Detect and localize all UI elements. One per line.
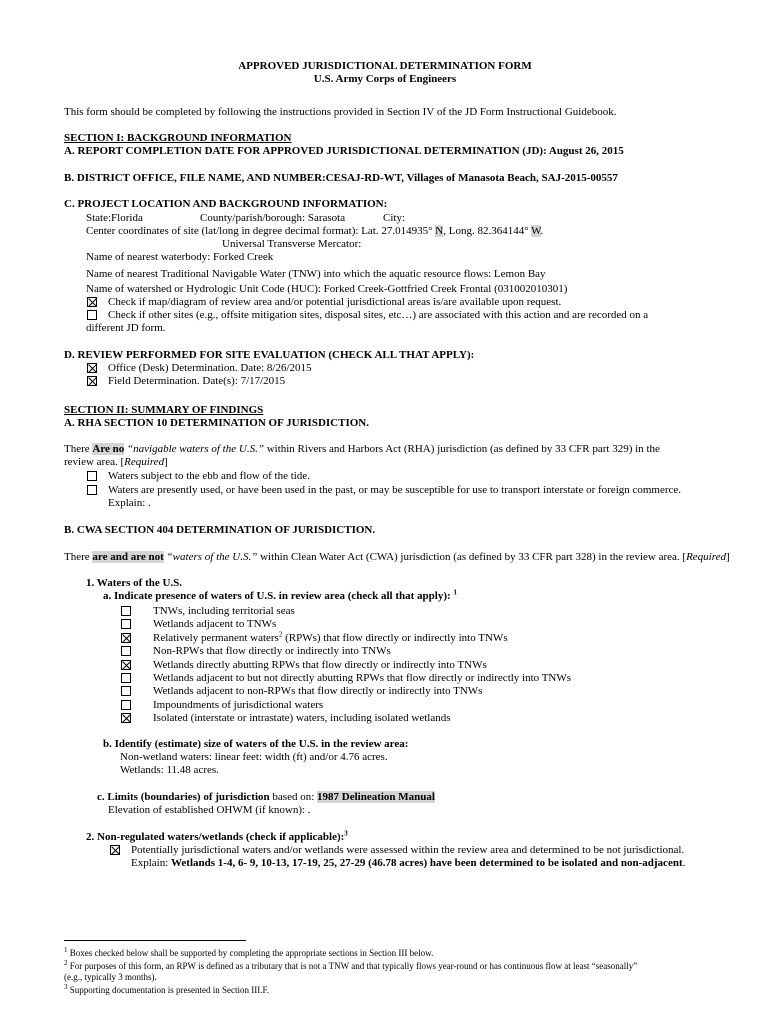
checkbox-waters-item[interactable] bbox=[121, 633, 131, 643]
long-direction: W bbox=[531, 225, 541, 237]
coords-middle: , Long. 82.364144° bbox=[443, 225, 529, 237]
footnote-2-num: 2 bbox=[64, 959, 68, 967]
section1-heading: SECTION I: BACKGROUND INFORMATION bbox=[64, 132, 292, 144]
checkbox-field-determination[interactable] bbox=[87, 376, 97, 386]
non-regulated-heading bbox=[86, 831, 348, 844]
check-map-label: Check if map/diagram of review area and/or potential jurisdictional areas is/are available upon request. bbox=[108, 296, 562, 308]
footnote-2-text: For purposes of this form, an RPW is defined as a tributary that is not a TNW and that typically flows year-round or has continuous flow at least “seasonally” bbox=[67, 961, 638, 971]
cwa-determination: are and are not bbox=[92, 551, 164, 563]
waters-item-text: Impoundments of jurisdictional waters bbox=[153, 699, 324, 711]
state-field: State:Florida bbox=[86, 212, 143, 224]
waters-item-tail: (RPWs) that flow directly or indirectly into TNWs bbox=[282, 632, 508, 644]
footnote-divider bbox=[64, 940, 246, 941]
section2-heading: SECTION II: SUMMARY OF FINDINGS bbox=[64, 404, 264, 416]
section1-d-heading: D. REVIEW PERFORMED FOR SITE EVALUATION (CHECK ALL THAT APPLY): bbox=[64, 349, 475, 361]
limits-label: c. Limits (boundaries) of jurisdiction bbox=[97, 791, 270, 803]
city-field: City: bbox=[383, 212, 406, 224]
center-coordinates bbox=[86, 225, 543, 238]
waters-item-text: Isolated (interstate or intrastate) waters, including isolated wetlands bbox=[153, 712, 451, 724]
rha-close: ] bbox=[164, 456, 168, 468]
waters-item-label bbox=[153, 712, 451, 725]
rha-statement bbox=[64, 443, 660, 456]
check-other-label: Check if other sites (e.g., offsite mitigation sites, disposal sites, etc…) are associated with this action and are recorded on a bbox=[108, 309, 649, 321]
nonwetland-waters: Non-wetland waters: linear feet: width (ft) and/or 4.76 acres. bbox=[120, 751, 388, 763]
check-other-label-cont: different JD form. bbox=[86, 322, 166, 334]
waters-item-label bbox=[153, 632, 508, 645]
nearest-tnw: Name of nearest Traditional Navigable Water (TNW) into which the aquatic resource flows: Lemon Bay bbox=[86, 268, 546, 280]
identify-size-heading: b. Identify (estimate) size of waters of the U.S. in the review area: bbox=[103, 738, 409, 750]
checkbox-waters-item[interactable] bbox=[121, 673, 131, 683]
footnote-ref-1: 1 bbox=[453, 588, 457, 597]
waters-item-label bbox=[153, 605, 295, 618]
footnote-3 bbox=[64, 985, 269, 996]
non-jurisdictional-explain bbox=[131, 857, 685, 870]
indicate-presence-heading bbox=[103, 590, 457, 603]
waters-item-label bbox=[153, 645, 391, 658]
checkbox-waters-item[interactable] bbox=[121, 606, 131, 616]
checkbox-waters-item[interactable] bbox=[121, 619, 131, 629]
checkbox-office-determination[interactable] bbox=[87, 363, 97, 373]
rha-navigable-waters: “navigable waters of the U.S.” bbox=[127, 443, 264, 455]
non-jurisdictional-label: Potentially jurisdictional waters and/or wetlands were assessed within the review area and determined to be not jurisdictional. bbox=[131, 844, 685, 856]
county-field: County/parish/borough: Sarasota bbox=[200, 212, 346, 224]
checkbox-waters-item[interactable] bbox=[121, 713, 131, 723]
rha-explain: Explain: . bbox=[108, 497, 151, 509]
rha-required: Required bbox=[124, 456, 165, 468]
checkbox-waters-item[interactable] bbox=[121, 700, 131, 710]
waters-item-label bbox=[153, 618, 276, 631]
indicate-presence-text: a. Indicate presence of waters of U.S. in review area (check all that apply): bbox=[103, 590, 454, 602]
cwa-required: Required bbox=[686, 551, 726, 563]
checkbox-map-available[interactable] bbox=[87, 297, 97, 307]
explain-label: Explain: bbox=[131, 857, 172, 869]
footnote-1 bbox=[64, 948, 433, 959]
waters-item-label bbox=[153, 699, 323, 712]
footnote-ref-3: 3 bbox=[344, 829, 348, 838]
non-regulated-text: 2. Non-regulated waters/wetlands (check if applicable): bbox=[86, 831, 345, 843]
footnote-3-text: Supporting documentation is presented in Section III.F. bbox=[67, 985, 269, 995]
lat-direction: N bbox=[435, 225, 444, 237]
waters-item-label bbox=[153, 685, 482, 698]
section2-a-heading: A. RHA SECTION 10 DETERMINATION OF JURISDICTION. bbox=[64, 417, 369, 429]
waters-item-text: Wetlands adjacent to TNWs bbox=[153, 618, 277, 630]
footnote-2-cont: (e.g., typically 3 months). bbox=[64, 972, 157, 982]
rha-there: There bbox=[64, 443, 90, 455]
wetlands-acres: Wetlands: 11.48 acres. bbox=[120, 764, 219, 776]
waters-item-text: Non-RPWs that flow directly or indirectly into TNWs bbox=[153, 645, 391, 657]
section1-b: B. DISTRICT OFFICE, FILE NAME, AND NUMBER:CESAJ-RD-WT, Villages of Manasota Beach, SAJ-2015-00557 bbox=[64, 172, 618, 184]
rha-determination: Are no bbox=[92, 443, 125, 455]
checkbox-waters-item[interactable] bbox=[121, 646, 131, 656]
nearest-waterbody: Name of nearest waterbody: Forked Creek bbox=[86, 251, 274, 263]
checkbox-waters-item[interactable] bbox=[121, 660, 131, 670]
rha-review-text: review area. [ bbox=[64, 456, 125, 468]
checkbox-commerce[interactable] bbox=[87, 485, 97, 495]
explain-end: . bbox=[682, 857, 686, 869]
utm-field: Universal Transverse Mercator: bbox=[222, 238, 362, 250]
footnote-2 bbox=[64, 961, 637, 972]
footnote-ref-2: 2 bbox=[278, 630, 283, 639]
cwa-statement bbox=[64, 551, 730, 564]
form-title: APPROVED JURISDICTIONAL DETERMINATION FORM bbox=[238, 60, 532, 72]
cwa-close: ] bbox=[725, 551, 730, 563]
field-determination-label: Field Determination. Date(s): 7/17/2015 bbox=[108, 375, 286, 387]
section1-a: A. REPORT COMPLETION DATE FOR APPROVED JURISDICTIONAL DETERMINATION (JD): August 26, 2015 bbox=[64, 145, 624, 157]
form-subtitle: U.S. Army Corps of Engineers bbox=[313, 73, 457, 85]
waters-item-label bbox=[153, 672, 571, 685]
waters-item-text: Relatively permanent waters bbox=[153, 632, 279, 644]
limits-based-on: based on: bbox=[269, 791, 318, 803]
section2-b-heading: B. CWA SECTION 404 DETERMINATION OF JURISDICTION. bbox=[64, 524, 376, 536]
checkbox-other-sites[interactable] bbox=[87, 310, 97, 320]
intro-text: This form should be completed by following the instructions provided in Section IV of the JD Form Instructional Guidebook. bbox=[64, 106, 617, 118]
waters-item-text: TNWs, including territorial seas bbox=[153, 605, 295, 617]
footnote-3-num: 3 bbox=[64, 983, 68, 991]
checkbox-ebb-flow[interactable] bbox=[87, 471, 97, 481]
explain-text: Wetlands 1-4, 6- 9, 10-13, 17-19, 25, 27-29 (46.78 acres) have been determined to be isolated and non-adjacent bbox=[171, 857, 683, 869]
section1-c-heading: C. PROJECT LOCATION AND BACKGROUND INFORMATION: bbox=[64, 198, 388, 210]
waters-item-text: Wetlands adjacent to non-RPWs that flow directly or indirectly into TNWs bbox=[153, 685, 483, 697]
waters-item-text: Wetlands adjacent to but not directly abutting RPWs that flow directly or indirectly into TNWs bbox=[153, 672, 572, 684]
office-determination-label: Office (Desk) Determination. Date: 8/26/2015 bbox=[108, 362, 312, 374]
limits-value: 1987 Delineation Manual bbox=[317, 791, 435, 803]
checkbox-waters-item[interactable] bbox=[121, 686, 131, 696]
watershed-huc: Name of watershed or Hydrologic Unit Code (HUC): Forked Creek-Gottfried Creek Frontal (031002010301) bbox=[86, 283, 568, 295]
footnote-1-num: 1 bbox=[64, 946, 68, 954]
limits-of-jurisdiction bbox=[97, 791, 435, 804]
cwa-there: There bbox=[64, 551, 93, 563]
waters-us-heading: 1. Waters of the U.S. bbox=[86, 577, 183, 589]
cwa-rest: within Clean Water Act (CWA) jurisdiction (as defined by 33 CFR part 328) in the review area. [ bbox=[257, 551, 687, 563]
cwa-waters: “waters of the U.S.” bbox=[163, 551, 258, 563]
ohwm-elevation: Elevation of established OHWM (if known): . bbox=[108, 804, 311, 816]
waters-item-text: Wetlands directly abutting RPWs that flow directly or indirectly into TNWs bbox=[153, 659, 487, 671]
footnote-1-text: Boxes checked below shall be supported by completing the appropriate sections in Section III below. bbox=[67, 948, 434, 958]
coords-suffix: . bbox=[540, 225, 544, 237]
checkbox-non-jurisdictional[interactable] bbox=[110, 845, 120, 855]
coords-prefix: Center coordinates of site (lat/long in degree decimal format): Lat. 27.014935° bbox=[86, 225, 433, 237]
rha-rest: within Rivers and Harbors Act (RHA) jurisdiction (as defined by 33 CFR part 329) in the bbox=[263, 443, 660, 455]
rha-review-area bbox=[64, 456, 168, 469]
rha-option-commerce: Waters are presently used, or have been used in the past, or may be susceptible for use to transport interstate or foreign commerce. bbox=[108, 484, 682, 496]
rha-option-ebb-flow: Waters subject to the ebb and flow of the tide. bbox=[108, 470, 310, 482]
waters-item-label bbox=[153, 659, 487, 672]
